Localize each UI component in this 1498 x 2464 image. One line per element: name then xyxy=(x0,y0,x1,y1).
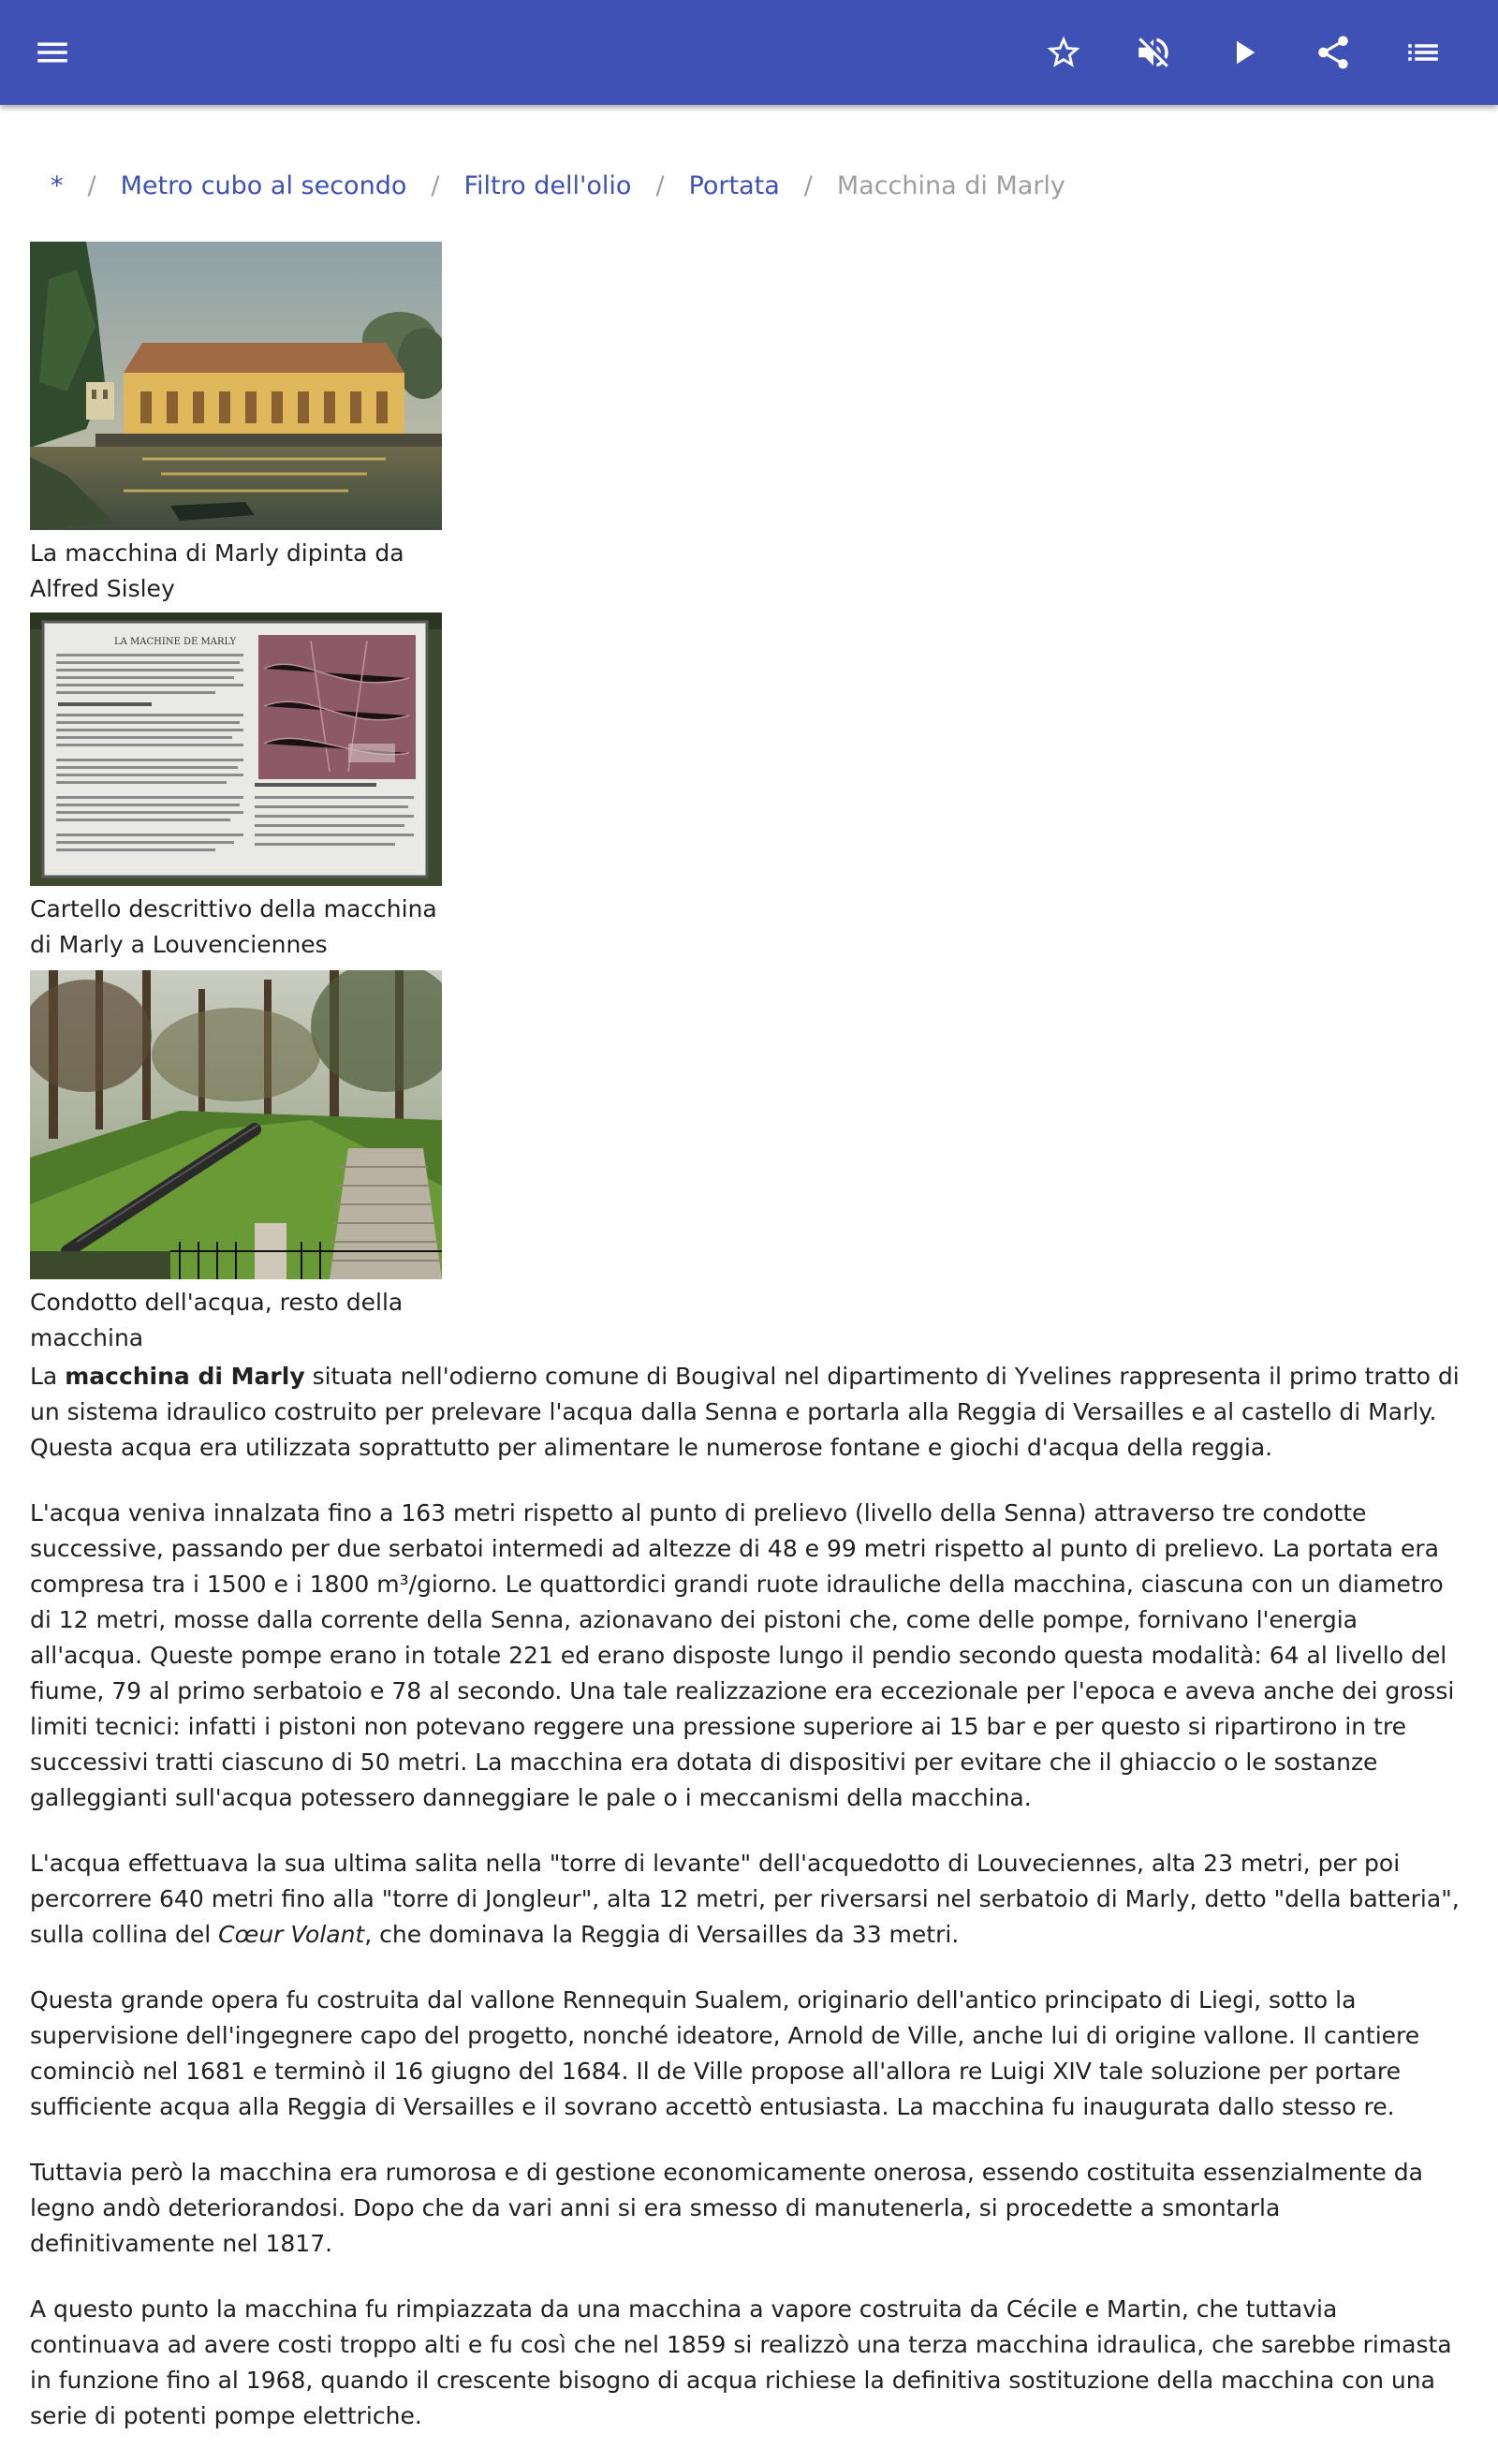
figure-caption: Condotto dell'acqua, resto della macchina xyxy=(30,1289,404,1351)
figure-sign xyxy=(30,612,442,963)
place-name: Cœur Volant xyxy=(218,1921,365,1948)
text-run: La xyxy=(30,1363,66,1390)
article-paragraph: Questa grande opera fu costruita dal vallone Rennequin Sualem, originario dell'antico principato di Liegi, sotto la supervisione dell'ingegnere capo del progetto, nonché ideatore, Arnold de Ville, anche lui di origine vallone. Il cantiere cominciò nel 1681 e terminò il 16 giugno del 1684. Il de Ville propose all'allora re Luigi XIV tale soluzione per portare sufficiente acqua alla Reggia di Versailles e il sovrano accettò entusiasta. La macchina fu inaugurata dallo stesso re. xyxy=(30,1986,1420,2120)
star-outline-icon xyxy=(1044,33,1083,72)
playlist-icon xyxy=(1403,33,1443,72)
conduit-image[interactable] xyxy=(30,970,442,1279)
figure-conduit xyxy=(30,970,442,1356)
breadcrumb-separator: / xyxy=(87,170,96,200)
app-bar xyxy=(0,0,1498,105)
sign-title: LA MACHINE DE MARLY xyxy=(114,637,237,647)
breadcrumb-item-root[interactable]: * xyxy=(51,170,64,200)
article-paragraph: A questo punto la macchina fu rimpiazzata da una macchina a vapore costruita da Cécile e Martin, che tuttavia continuava ad avere costi troppo alti e fu così che nel 1859 si realizzò una terza macchina idraulica, che sarebbe rimasta in funzione fino al 1968, quando il crescente bisogno di acqua richiese la definitiva sostituzione della macchina con una serie di potenti pompe elettriche. xyxy=(30,2295,1452,2429)
breadcrumb-separator: / xyxy=(655,170,665,200)
article-paragraph: L'acqua veniva innalzata fino a 163 metri rispetto al punto di prelievo (livello della Senna) attraverso tre condotte successive, passando per due serbatoi intermedi ad altezze di 48 e 99 metri rispetto al punto di prelievo. La portata era compresa tra i 1500 e i 1800 m³/giorno. Le quattordici grandi ruote idrauliche della macchina, ciascuna con un diametro di 12 metri, mosse dalla corrente della Senna, azionavano dei pistoni che, come delle pompe, fornivano l'energia all'acqua. Queste pompe erano in totale 221 ed erano disposte lungo il pendio secondo questa modalità: 64 al livello del fiume, 79 al primo serbatoio e 78 al secondo. Una tale realizzazione era eccezionale per l'epoca e aveva anche dei grossi limiti tecnici: infatti i pistoni non potevano reggere una pressione superiore ai 15 bar e per questo si ripartirono in tre successivi tratti ciascuno di 50 metri. La macchina era dotata di dispositivi per evitare che il ghiaccio o le sostanze galleggianti sull'acqua potessero danneggiare le pale o i meccanismi della macchina. xyxy=(30,1499,1455,1811)
breadcrumb-separator: / xyxy=(803,170,813,200)
share-button[interactable] xyxy=(1303,22,1363,82)
play-icon xyxy=(1224,33,1263,72)
article-paragraph xyxy=(30,1359,1472,1466)
share-icon xyxy=(1314,33,1353,72)
figure-caption: La macchina di Marly dipinta da Alfred Sisley xyxy=(30,539,404,602)
breadcrumb-item-filtro-olio[interactable]: Filtro dell'olio xyxy=(463,170,632,200)
menu-icon xyxy=(33,33,72,72)
breadcrumb-separator: / xyxy=(431,170,440,200)
painting-image[interactable] xyxy=(30,242,442,530)
menu-button[interactable] xyxy=(22,22,82,82)
breadcrumb-item-portata[interactable]: Portata xyxy=(688,170,780,200)
mute-button[interactable] xyxy=(1124,22,1183,82)
figure-caption: Cartello descrittivo della macchina di Marly a Louvenciennes xyxy=(30,895,437,958)
breadcrumb-current: Macchina di Marly xyxy=(836,170,1065,200)
text-run: situata nell'odierno comune di Bougival nel dipartimento di Yvelines rappresenta il primo tratto di un sistema idraulico costruito per prelevare l'acqua dalla Senna e portarla alla Reggia di Versailles e al castello di Marly. Questa acqua era utilizzata soprattutto per alimentare le numerose fontane e giochi d'acqua della reggia. xyxy=(30,1363,1460,1461)
bookmark-button[interactable] xyxy=(1034,22,1094,82)
volume-off-icon xyxy=(1134,33,1173,72)
sign-image[interactable] xyxy=(30,612,442,886)
breadcrumb xyxy=(51,167,1065,204)
breadcrumb-item-metro-cubo[interactable]: Metro cubo al secondo xyxy=(120,170,407,200)
text-run: L'acqua effettuava la sua ultima salita nella "torre di levante" dell'acquedotto di Louveciennes, alta 23 metri, per poi percorrere 640 metri fino alla "torre di Jongleur", alta 12 metri, per riversarsi nel serbatoio di Marly, detto "della batteria", sulla collina del xyxy=(30,1850,1460,1948)
figure-painting xyxy=(30,242,442,607)
text-run: , che dominava la Reggia di Versailles da 33 metri. xyxy=(364,1921,960,1948)
table-of-contents-button[interactable] xyxy=(1393,22,1453,82)
article-subject: macchina di Marly xyxy=(65,1363,305,1390)
article-paragraph: Tuttavia però la macchina era rumorosa e di gestione economicamente onerosa, essendo costituita essenzialmente da legno andò deteriorandosi. Dopo che da vari anni si era smesso di manutenerla, si procedette a smontarla definitivamente nel 1817. xyxy=(30,2159,1423,2257)
play-button[interactable] xyxy=(1213,22,1273,82)
article-body xyxy=(30,1359,1472,2464)
article-paragraph xyxy=(30,1846,1472,1953)
